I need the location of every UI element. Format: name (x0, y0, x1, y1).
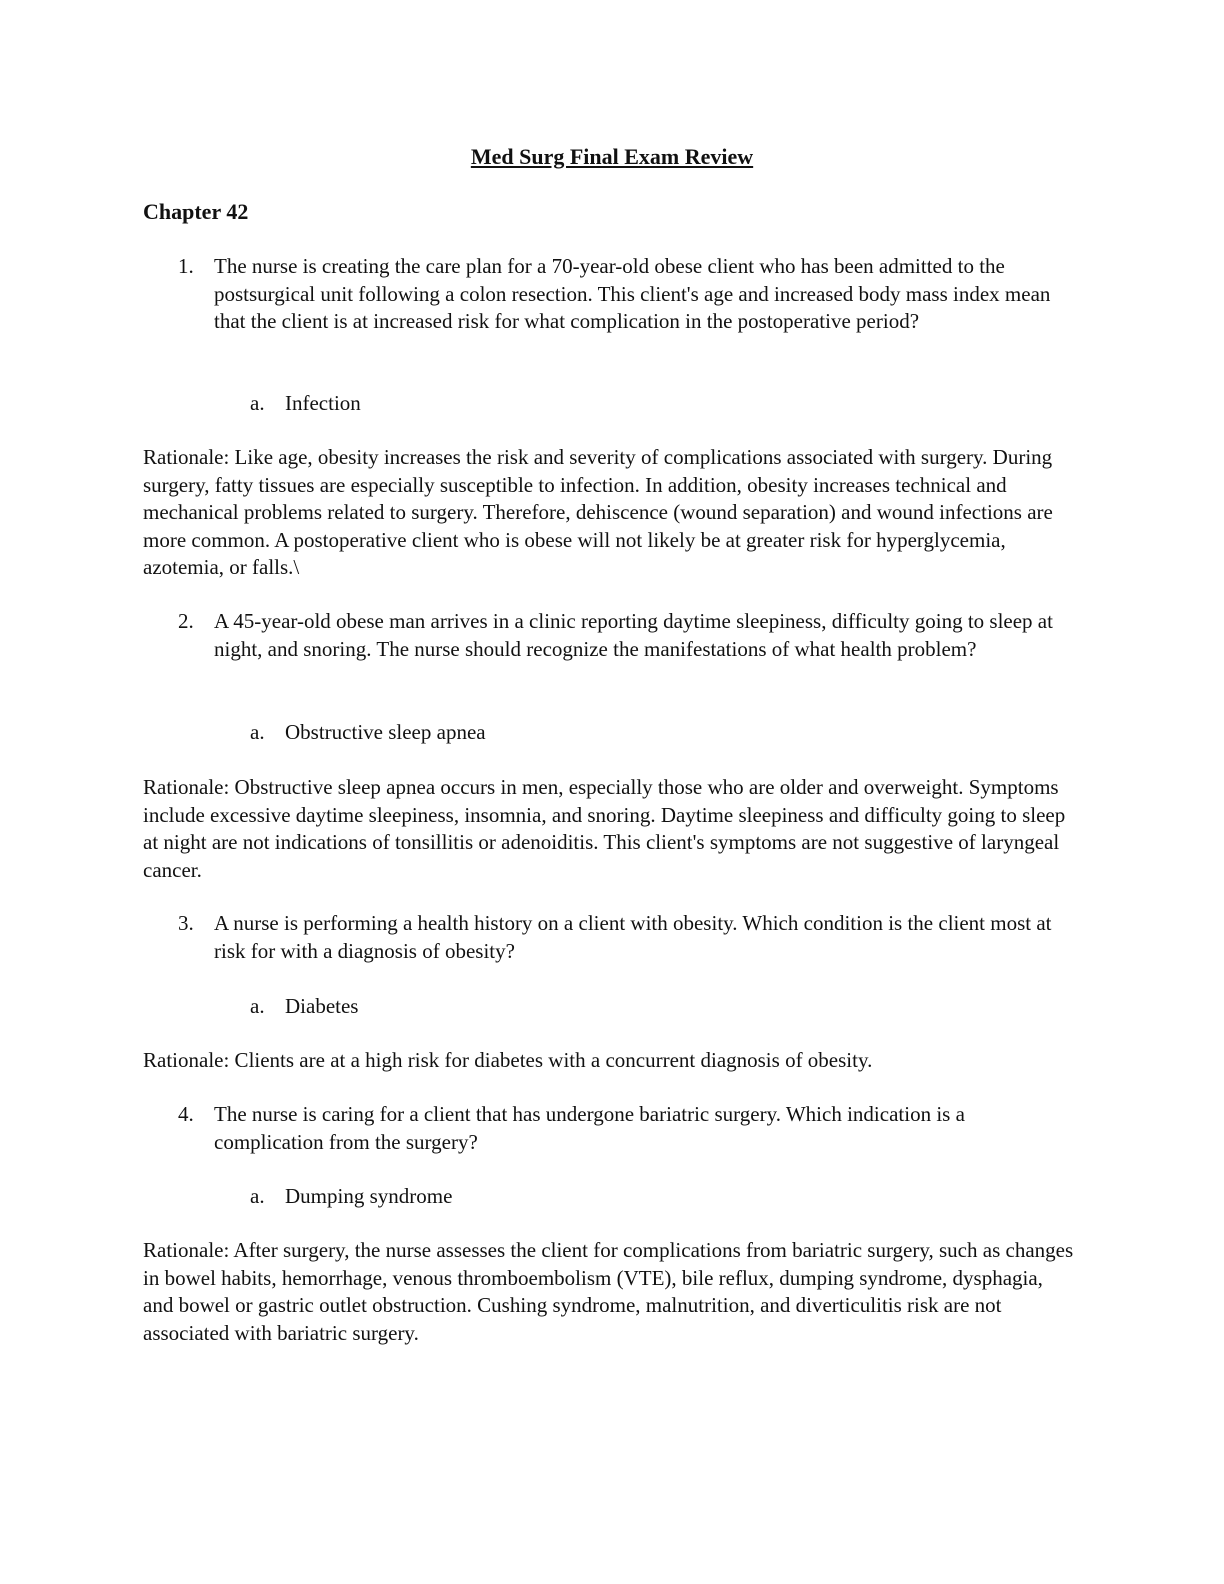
question-number: 1. (178, 254, 194, 278)
answer-text: Diabetes (285, 994, 359, 1018)
rationale-3: Rationale: Clients are at a high risk for diabetes with a concurrent diagnosis of obesity. (143, 1048, 873, 1072)
question-text: A nurse is performing a health history on a client with obesity. Which condition is the client most at risk for with a diagnosis of obesity? (214, 911, 1052, 963)
answer-text: Dumping syndrome (285, 1184, 453, 1208)
chapter-heading: Chapter 42 (143, 199, 249, 224)
question-number: 2. (178, 609, 194, 633)
answer-letter: a. (250, 1184, 265, 1208)
rationale-4: Rationale: After surgery, the nurse assesses the client for complications from bariatric surgery, such as changes in bowel habits, hemorrhage, venous thromboembolism (VTE), bile reflux, dumping syndrome, dysphagia, and bowel or gastric outlet obstruction. Cushing syndrome, malnutrition, and diverticulitis risk are not associated with bariatric surgery. (143, 1238, 1074, 1345)
rationale-1: Rationale: Like age, obesity increases the risk and severity of complications associated with surgery. During surgery, fatty tissues are especially susceptible to infection. In addition, obesity increases technical and mechanical problems related to surgery. Therefore, dehiscence (wound separation) and wound infections are more common. A postoperative client who is obese will not likely be at greater risk for hyperglycemia, azotemia, or falls.\ (143, 445, 1053, 579)
question-2 (178, 608, 1078, 663)
question-3 (178, 910, 1078, 965)
page-title: Med Surg Final Exam Review (470, 144, 754, 169)
question-1 (178, 253, 1078, 336)
question-text: The nurse is caring for a client that has undergone bariatric surgery. Which indication is a complication from the surgery? (214, 1102, 965, 1154)
answer-letter: a. (250, 994, 265, 1018)
answer-letter: a. (250, 720, 265, 744)
answer-3 (250, 993, 1050, 1021)
question-4 (178, 1101, 1078, 1156)
answer-text: Infection (285, 391, 361, 415)
rationale-2: Rationale: Obstructive sleep apnea occurs in men, especially those who are older and overweight. Symptoms include excessive daytime sleepiness, insomnia, and snoring. Daytime sleepiness and difficulty going to sleep at night are not indications of tonsillitis or adenoiditis. This client's symptoms are not suggestive of laryngeal cancer. (143, 775, 1066, 882)
answer-text: Obstructive sleep apnea (285, 720, 486, 744)
question-text: The nurse is creating the care plan for a 70-year-old obese client who has been admitted to the postsurgical unit following a colon resection. This client's age and increased body mass index mean that the client is at increased risk for what complication in the postoperative period? (214, 254, 1051, 333)
answer-letter: a. (250, 391, 265, 415)
answer-2 (250, 719, 1050, 747)
answer-1 (250, 390, 1050, 418)
answer-4 (250, 1183, 1050, 1211)
question-text: A 45-year-old obese man arrives in a clinic reporting daytime sleepiness, difficulty going to sleep at night, and snoring. The nurse should recognize the manifestations of what health problem? (214, 609, 1053, 661)
question-number: 3. (178, 911, 194, 935)
question-number: 4. (178, 1102, 194, 1126)
